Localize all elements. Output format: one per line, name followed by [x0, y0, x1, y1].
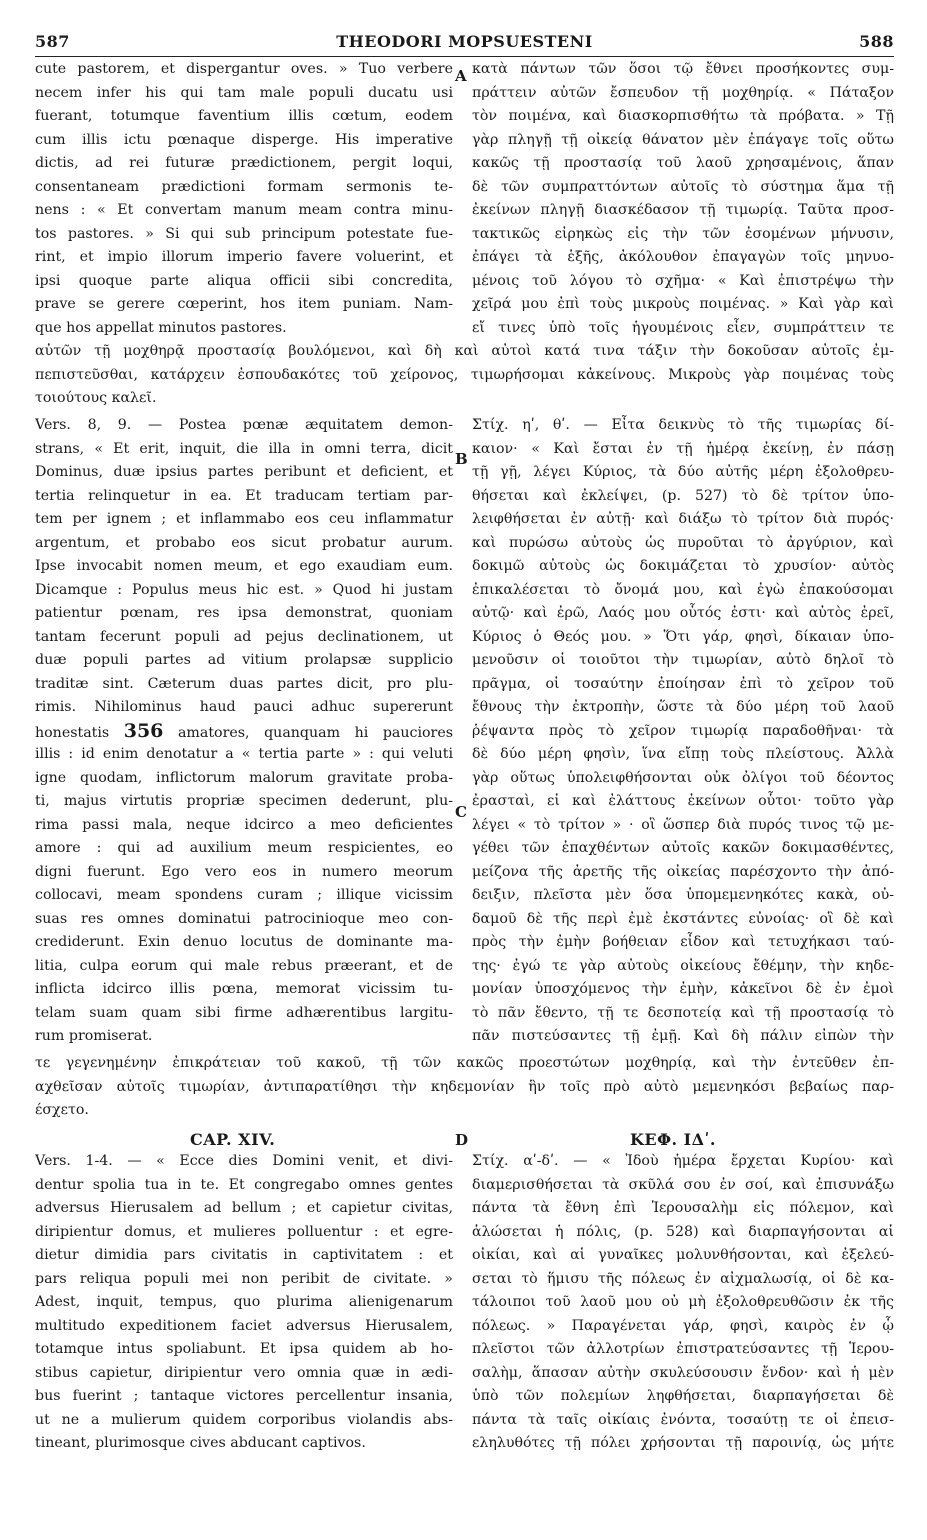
text-line: δοκιμῶ αὐτοὺς ὡς δοκιμάζεται τὸ χρυσίον· αὐτὸς	[472, 558, 894, 574]
text-line: Κύριος ὁ Θεός μου. » Ὅτι γάρ, φησὶ, δίκαιαν ὑπο-	[472, 628, 894, 645]
text-line: λέγει « τὸ τρίτον » · οἳ ὥσπερ διὰ πυρός τινος τῷ με-	[472, 816, 894, 833]
text-line: adversus Hierusalem ad bellum ; et capietur civitas,	[35, 1200, 453, 1216]
text-line: καιον· « Καὶ ἔσται ἐν τῇ ἡμέρᾳ ἐκείνῃ, ἐν πάσῃ	[472, 440, 894, 457]
text-line: stibus capietur, diripientur vero omnia quæ in ædi-	[35, 1364, 453, 1381]
text-line: tineant, plurimosque cives abducant captivos.	[35, 1435, 366, 1451]
text-line: διαμερισθήσεται τὰ σκῦλά σου ἐν σοί, καὶ ἐπισυνάξω	[472, 1176, 894, 1193]
text-line: έσχετο.	[35, 1102, 89, 1118]
text-line: ῥέψαντα πρὸς τὸ χεῖρον τιμωρίᾳ παραδοθῆναι· τὰ	[472, 722, 894, 739]
text-line: γέθει τῶν ἐπαχθέντων αὐτοῖς κακῶν δοκιμασθέντες,	[472, 840, 894, 856]
text-line: καὶ πυρώσω αὐτοὺς ὡς πυροῦται τὸ ἀργύριον, καὶ	[472, 534, 894, 551]
text-line: rint, et impio illorum imperio favere voluerint, et	[35, 249, 453, 265]
text-line: ἁλώσεται ἡ πόλις, (p. 528) καὶ διαρπαγήσονται αἱ	[472, 1223, 894, 1240]
text-line: γὰρ οὕτως ὑπολειφθήσονται οὐκ ὀλίγοι τοῦ δέοντος	[472, 769, 894, 786]
text-line: δὲ τῶν συμπραττόντων αὐτοῖς τὸ σύστημα ἅμα τῇ	[472, 178, 894, 195]
text-line: prave se gerere cœperint, hos item puniam. Nam-	[35, 296, 453, 312]
text-line: Dicamque : Populus meus hic est. » Quod hi justam	[35, 581, 453, 598]
text-line: σεται τὸ ἥμισυ τῆς πόλεως ἐν αἰχμαλωσίᾳ, οἱ δὲ κα-	[472, 1270, 894, 1287]
text-line: amore : qui ad auxilium meum respicientes, eo	[35, 840, 453, 856]
text-line: αὐτῶν τῇ μοχθηρᾷ προστασίᾳ βουλόμενοι, καὶ δὴ καὶ αὐτοὶ κατά τινα τάξιν τὴν δοκοῦσαν αὐτοῖς ἐμ-	[35, 343, 894, 359]
text-line: πρᾶγμα, οἱ τοσαύτην ἐποίησαν ἐπὶ τὸ χεῖρον τοῦ	[472, 675, 894, 692]
text-line: Στίχ. ηʹ, θʹ. — Εἶτα δεικνὺς τὸ τῆς τιμωρίας δί-	[472, 417, 894, 433]
latin-column-block-3	[35, 1150, 453, 1456]
text-line: multitudo expeditionem faciet adversus Hierusalem,	[35, 1317, 453, 1334]
text-line-with-number	[35, 720, 453, 744]
text-line: illis : id enim denotatur a « tertia parte » : qui veluti	[35, 746, 453, 762]
text-line: μένοις τοῦ λόγου τὸ σχῆμα· « Καὶ ἐπιστρέψω τὴν	[472, 272, 894, 289]
text-line: Vers. 1-4. — « Ecce dies Domini venit, et divi-	[35, 1153, 453, 1169]
text-line: strans, « Et erit, inquit, die illa in omni terra, dicit	[35, 440, 453, 457]
text-line: telam suam quam sibi firme adhærentibus largitu-	[35, 1004, 453, 1021]
text-line: τῇ γῇ, λέγει Κύριος, τὰ δύο αὐτῆς μέρη ἐξολοθρευ-	[472, 464, 894, 480]
text-line: fuerant, totumque faventium illis cœtum, eodem	[35, 108, 453, 124]
text-line: τοιούτους καλεῖ.	[35, 390, 157, 406]
text-line: ἐπικαλέσεται τὸ ὄνομά μου, καὶ ἐγὼ ἐπακούσομαι	[472, 581, 894, 598]
text-line: σαλὴμ, ἅπασαν αὐτὴν σκυλεύσουσιν ἔνδον· καὶ ἡ μὲν	[472, 1364, 894, 1381]
margin-marker-c: C	[455, 803, 467, 821]
text-line: ὑπὸ τῶν πολεμίων ληφθήσεται, διαρπαγήσεται δὲ	[472, 1388, 894, 1404]
text-line: πράττειν αὐτῶν ἔσπευδον τῇ μοχθηρίᾳ. « Πάταξον	[472, 84, 894, 101]
text-line: χεῖρά μου ἐπὶ τοὺς μικροὺς ποιμένας. » Καὶ γὰρ καὶ	[472, 296, 894, 312]
text-line: ἔθνους τὴν ἐκτροπὴν, ὥστε τὰ δύο μέρη τοῦ λαοῦ	[472, 699, 894, 715]
greek-full-width-1	[35, 340, 894, 411]
margin-marker-a: A	[455, 67, 467, 85]
text-line: bus fuerint ; tantaque victores percellentur insania,	[35, 1388, 453, 1404]
text-line: dietur dimidia pars civitatis in captivitatem : et	[35, 1247, 453, 1263]
text-line: rimis. Nihilominus haud pauci adhuc supererunt	[35, 699, 453, 715]
text-line: εἴ τινες ὑπὸ τοῖς ἡγουμένοις εἶεν, συμπράττειν τε	[472, 319, 894, 336]
text-line: argentum, et probabo eos sicut probatur aurum.	[35, 534, 453, 551]
column-number-356: 356	[123, 719, 164, 742]
text-line: μείζονα τῆς ἀρετῆς τῆς οἰκείας παρέσχοντο τὴν ἀπό-	[472, 863, 894, 880]
text-line: πλεῖστοι τῶν ἀλλοτρίων ἐπιστρατεύσαντες τῇ Ἱερου-	[472, 1341, 894, 1357]
text-line: τάλοιποι τοῦ λαοῦ μου οὐ μὴ ἐξολοθρευθῶσιν ἐκ τῆς	[472, 1294, 894, 1310]
greek-column-block-1	[472, 58, 894, 340]
page-number-right: 588	[859, 32, 894, 51]
text-line: Στίχ. αʹ-δʹ. — « Ἰδοὺ ἡμέρα ἔρχεται Κυρίου· καὶ	[472, 1153, 894, 1169]
text-line: μενοῦσιν οἱ τοιοῦτοι τὴν τιμωρίαν, αὐτὸ δηλοῖ τὸ	[472, 652, 894, 668]
text-line: necem infer his qui tam male populi ducatu usi	[35, 84, 453, 101]
greek-column-block-2	[472, 414, 894, 1049]
text-line: τὸ πᾶν ἔθεντο, τῇ τε δεσποτείᾳ καὶ τῇ προστασίᾳ τὸ	[472, 1004, 894, 1021]
text-line: patientur pœnam, res ipsa demonstrat, quoniam	[35, 605, 453, 621]
text-line: nens : « Et convertam manum meam contra minu-	[35, 202, 453, 218]
text-line: τε γεγενημένην ἐπικράτειαν τοῦ κακοῦ, τῇ τῶν κακῶς προεστώτων μοχθηρίᾳ, καὶ τὴν ἐντεῦθεν ἐπ-	[35, 1055, 894, 1071]
text-fragment: amatores, quanquam hi pauciores	[163, 724, 453, 741]
text-line: αὐτῷ· καὶ ἐρῶ, Λαός μου οὗτός ἐστι· καὶ αὐτὸς ἐρεῖ,	[472, 605, 894, 621]
text-line: μονίαν ὑποσχόμενος τὴν ἐμὴν, κἀκεῖνοι δὲ ἐν ἐμοὶ	[472, 981, 894, 997]
text-line: Adest, inquit, tempus, quo plurima alienigenarum	[35, 1294, 453, 1310]
text-line: δαμοῦ δὲ τῆς περὶ ἐμὲ ἐκστάντες εὐνοίας· οἳ δὲ καὶ	[472, 910, 894, 927]
text-line: cum illis ictu pœnaque disperge. His imperative	[35, 131, 453, 148]
text-line: τὸν ποιμένα, καὶ διασκορπισθήτω τὰ πρόβατα. » Τῇ	[472, 108, 894, 124]
latin-chapter-heading: CAP. XIV.	[190, 1130, 276, 1149]
text-line: litia, culpa eorum qui male rebus præerant, et de	[35, 957, 453, 974]
text-line: εληλυθότες τῇ πόλει χρήσονται τῇ παροινίᾳ, ὡς μήτε	[472, 1435, 894, 1451]
text-line: γὰρ πληγῇ τῇ οἰκείᾳ θάνατον μὲν ἐπάγαγε τοῖς οὕτω	[472, 131, 894, 148]
text-line: digni fuerunt. Ego vero eos in numero meorum	[35, 863, 453, 880]
text-line: κατὰ πάντων τῶν ὅσοι τῷ ἔθνει προσήκοντες συμ-	[472, 61, 894, 77]
greek-full-width-2	[35, 1052, 894, 1123]
text-line: tantam fecerunt populi ad pejus declinationem, ut	[35, 628, 453, 645]
text-line: δὲ δύο μέρη φησὶν, ἵνα εἴπῃ τοὺς πλείστους. Ἀλλὰ	[472, 746, 894, 762]
running-header	[35, 32, 894, 57]
text-line: pars reliqua populi mei non peribit de civitate. »	[35, 1270, 453, 1287]
text-line: totamque intus spoliabunt. Et ipsa quidem ab ho-	[35, 1341, 453, 1357]
text-line: πόλεως. » Παραγένεται γάρ, φησὶ, καιρὸς ἐν ᾧ	[472, 1317, 894, 1334]
text-line: que hos appellat minutos pastores.	[35, 319, 287, 336]
text-line: ipsi quoque parte aliqua officii sibi concredita,	[35, 272, 453, 289]
text-line: tem per ignem ; et inflammabo eos ceu inflammatur	[35, 511, 453, 527]
text-line: της· ἐγώ τε γὰρ αὐτοὺς οἰκείους ἔθέμην, τὴν κηδε-	[472, 957, 894, 974]
text-line: ἐπάγει τὰ ἑξῆς, ἀκόλουθον ἐπαγαγὼν τοῖς μηνυο-	[472, 249, 894, 265]
text-line: rum promiserat.	[35, 1028, 153, 1044]
text-line: dictis, ad rei futuræ prædictionem, pergit loqui,	[35, 155, 453, 171]
text-line: ut ne a mulierum quidem corporibus violandis abs-	[35, 1411, 453, 1428]
text-line: igne quodam, inflictorum malorum gravitate proba-	[35, 769, 453, 786]
page-number-left: 587	[35, 32, 70, 51]
text-line: δειξιν, πλεῖστα μὲν ὅσα ὑπομεμενηκότες κακὰ, οὐ-	[472, 887, 894, 903]
text-line: αχθεῖσαν αὐτοῖς τιμωρίαν, ἀντιπαρατίθησι τὴν κηδεμονίαν ἣν τοῖς πρὸ αὐτὸ μεμενηκόσι βεβαίως παρ-	[35, 1078, 894, 1095]
text-line: diripientur domus, et mulieres polluentur : et egre-	[35, 1223, 453, 1240]
text-line: tertia relinquetur in ea. Et traducam tertiam par-	[35, 487, 453, 504]
text-line: rima passi mala, neque idcirco a meo deficientes	[35, 816, 453, 833]
text-line: Ipse invocabit nomen meum, et ego exaudiam eum.	[35, 558, 453, 574]
text-line: πάντα τὰ ταῖς οἰκίαις ἐνόντα, τοσαύτῃ τε οἱ ἐπεισ-	[472, 1411, 894, 1428]
text-line: duæ populi partes ad vitium prolapsæ supplicio	[35, 652, 453, 668]
text-line: inflicta idcirco illis pœna, memorat vicissim tu-	[35, 981, 453, 997]
text-line: dentur spolia tua in te. Et congregabo omnes gentes	[35, 1176, 453, 1193]
text-line: θήσεται καὶ ἐκλείψει, (p. 527) τὸ δὲ τρίτον ὑπο-	[472, 487, 894, 504]
text-line: ἐκείνων πληγῇ διασκέδασον τῇ τιμωρίᾳ. Ταῦτα προσ-	[472, 202, 894, 218]
text-line: πεπιστεῦσθαι, κατάρχειν ἐσπουδακότες τοῦ χείρονος, τιμωρήσομαι κἀκείνους. Μικροὺς γὰρ ποιμένας τοὺς	[35, 366, 894, 383]
text-line: cute pastorem, et dispergantur oves. » Tuo verbere	[35, 61, 453, 77]
text-line: suas res omnes dominatui patrocinioque meo con-	[35, 910, 453, 927]
text-line: crediderunt. Exin denuo locutus de dominante ma-	[35, 934, 453, 950]
text-line: Vers. 8, 9. — Postea pœnæ æquitatem demon-	[35, 417, 453, 433]
text-line: λειφθήσεται ἐν αὐτῇ· καὶ διάξω τὸ τρίτον διὰ πυρός·	[472, 511, 894, 527]
text-line: κακῶς τῇ προστασίᾳ τοῦ λαοῦ χρησαμένοις, ἅπαν	[472, 155, 894, 171]
text-line: collocavi, meam spondens curam ; illique vicissim	[35, 887, 453, 903]
greek-column-block-3	[472, 1150, 894, 1456]
text-line: ἐρασταὶ, εἰ καὶ ἐλάττους ἐκείνων οὗτοι· τοῦτο γὰρ	[472, 793, 894, 809]
text-line: ti, majus virtutis propriæ specimen dederunt, plu-	[35, 793, 453, 809]
text-line: traditæ sint. Cæterum duas partes dicit, pro plu-	[35, 675, 453, 692]
text-line: tos pastores. » Si qui sub principum potestate fue-	[35, 225, 453, 242]
greek-chapter-heading: ΚΕΦ. ΙΔʹ.	[630, 1130, 716, 1149]
running-title: THEODORI MOPSUESTENI	[336, 32, 593, 51]
text-line: πάντα τὰ ἔθνη ἐπὶ Ἱερουσαλὴμ εἰς πόλεμον, καὶ	[472, 1200, 894, 1216]
margin-marker-d: D	[455, 1131, 469, 1149]
text-line: τακτικῶς εἰρηκὼς εἰς τὴν τῶν ἐσομένων μήνυσιν,	[472, 225, 894, 242]
text-line: Dominus, duæ ipsius partes peribunt et deficient, et	[35, 464, 453, 480]
latin-column-block-1	[35, 58, 453, 340]
text-fragment: honestatis	[35, 724, 124, 741]
text-line: οἰκίαι, καὶ αἱ γυναῖκες μολυνθήσονται, καὶ ἐξελεύ-	[472, 1247, 894, 1263]
latin-column-block-2	[35, 414, 453, 1049]
margin-marker-b: B	[455, 450, 468, 468]
text-line: consentaneam prædictioni formam sermonis te-	[35, 178, 453, 195]
text-line: πᾶν πιστεύσαντες τῇ ἐμῇ. Καὶ δὴ πάλιν εἰπὼν τὴν	[472, 1028, 894, 1044]
text-line: πρὸς τὴν ἐμὴν βοήθειαν εἶδον καὶ τετυχήκασι ταύ-	[472, 934, 894, 950]
